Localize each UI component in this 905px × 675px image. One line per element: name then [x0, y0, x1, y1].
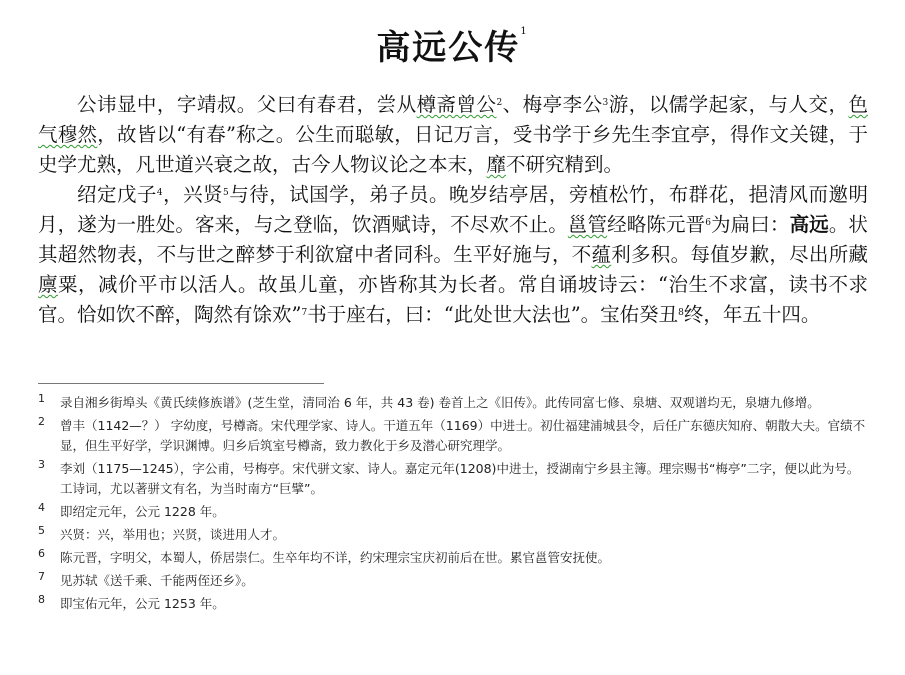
text-run: 为扁曰： — [710, 213, 790, 236]
footnote-number: 5 — [38, 524, 45, 537]
text-run: 公讳显中，字靖叔。父曰有春君，尝从 — [77, 93, 417, 116]
text-run: 游，以儒学起家，与人交， — [608, 93, 849, 116]
footnote — [38, 548, 868, 568]
footnote-text: 录自湘乡街埠头《黄氏续修族谱》(芝生堂，清同治 6 年，共 43 卷) 卷首上之《旧传》。此传同富七修、泉塘、双观谱均无，泉塘九修增。 — [60, 395, 820, 410]
footnote-text: 兴贤：兴，举用也；兴贤，谈进用人才。 — [60, 527, 286, 542]
footnote-number: 4 — [38, 501, 45, 514]
footnote-ref: 4 — [156, 188, 163, 198]
footnote — [38, 502, 868, 522]
flagged-text: 蕴 — [591, 243, 612, 266]
text-run: 利多积。每值岁歉，尽出所藏 — [611, 243, 868, 266]
text-run: 终，年五十四。 — [683, 303, 821, 326]
title-text: 高远公传 — [376, 28, 521, 68]
paragraph-2 — [38, 180, 868, 330]
footnote-ref: 7 — [301, 308, 308, 318]
emphasis-text: 高远 — [789, 213, 829, 236]
footnote-number: 8 — [38, 593, 45, 606]
footnote-number: 1 — [38, 392, 45, 405]
footnote-ref: 2 — [496, 98, 503, 108]
footnote-ref: 8 — [678, 308, 684, 318]
footnotes — [38, 393, 868, 617]
text-run: 绍定戊子 — [77, 183, 157, 206]
footnote-ref: 3 — [602, 98, 609, 108]
footnote — [38, 594, 868, 614]
text-run: 、梅亭李公 — [502, 93, 603, 116]
flagged-text: 靡 — [486, 153, 507, 176]
footnote — [38, 393, 868, 413]
footnote-text: 李刘（1175—1245），字公甫，号梅亭。宋代骈文家、诗人。嘉定元年(1208)中进士，授湖南宁乡县主簿。理宗赐书“梅亭”二字，便以此为号。工诗词，尤以著骈文有名，为当时南方“巨擘”。 — [60, 461, 860, 496]
footnote-text: 见苏轼《送千乘、千能两侄还乡》。 — [60, 573, 254, 588]
footnote-ref: 5 — [223, 188, 229, 198]
text-run: 粟，减价平市以活人。故虽儿童，亦皆称其为长者。常自诵坡诗云：“治生不求富，读书不求官。恰如饮不醉，陶然有馀欢” — [38, 273, 868, 326]
flagged-text: 邕管 — [567, 213, 608, 236]
title-footnote-ref: 1 — [520, 26, 529, 37]
footnote-number: 6 — [38, 547, 45, 560]
footnote — [38, 416, 868, 456]
footnote-text: 即绍定元年，公元 1228 年。 — [60, 504, 225, 519]
footnote-ref: 6 — [705, 218, 711, 228]
paragraph-1 — [38, 90, 868, 180]
text-run: 。状其超然物表，不与世之醉梦于利欲窟中者同科。生平好施与，不 — [38, 213, 868, 266]
footnote-number: 2 — [38, 415, 45, 428]
flagged-text: 色气穆然 — [38, 93, 868, 146]
body-text — [38, 90, 868, 330]
footnote-divider — [38, 383, 324, 384]
text-run: 书于座右，曰：“此处世大法也”。宝佑癸丑 — [307, 303, 679, 326]
footnote-number: 7 — [38, 570, 45, 583]
text-run: 与待，试国学，弟子员。晚岁结亭居，旁植松竹，布群花，挹清风而邀明月，遂为一胜处。客来，与之登临，饮酒赋诗，不尽欢不止。 — [38, 183, 868, 236]
text-run: 经略陈元晋 — [607, 213, 706, 236]
footnote — [38, 525, 868, 545]
footnote-text: 即宝佑元年，公元 1253 年。 — [60, 596, 225, 611]
page-title — [0, 20, 905, 69]
text-run: ，故皆以“有春”称之。公生而聪敏，日记万言，受书学于乡先生李宜亭，得作文关键，于史学尤熟，凡世道兴衰之故，古今人物议论之本末， — [38, 123, 868, 176]
flagged-text: 樽斋曾公 — [416, 93, 497, 116]
flagged-text: 廪 — [38, 273, 59, 296]
footnote-number: 3 — [38, 458, 45, 471]
footnote-text: 陈元晋，字明父，本蜀人，侨居崇仁。生卒年均不详，约宋理宗宝庆初前后在世。累官邕管安抚使。 — [60, 550, 611, 565]
footnote — [38, 571, 868, 591]
footnote — [38, 459, 868, 499]
text-run: 不研究精到。 — [506, 153, 624, 176]
footnote-text: 曾丰（1142—？） 字幼度，号樽斋。宋代理学家、诗人。干道五年（1169）中进士。初仕福建浦城县令，后任广东德庆知府、朝散大夫。官绩不显，但生平好学，学识渊博。归乡后筑室号樽斋，致力教化于乡及潜心研究理学。 — [60, 418, 866, 453]
text-run: ，兴贤 — [162, 183, 224, 206]
